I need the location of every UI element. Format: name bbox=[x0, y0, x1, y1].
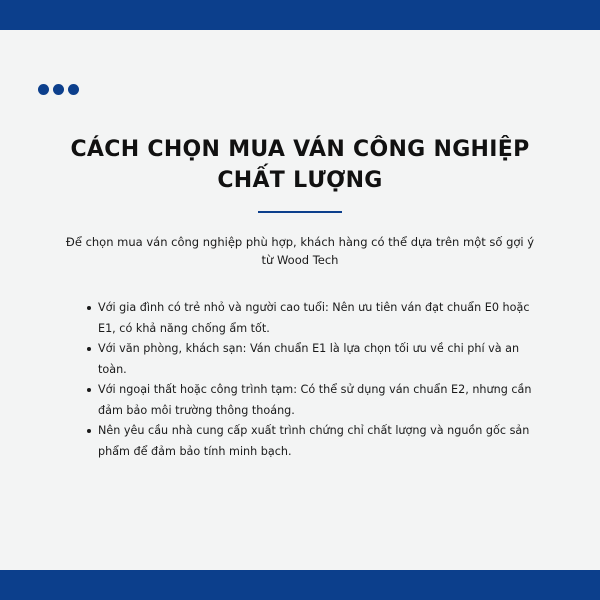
bullet-icon bbox=[87, 347, 91, 351]
dot-icon bbox=[53, 84, 64, 95]
intro-text: Để chọn mua ván công nghiệp phù hợp, khách hàng có thể dựa trên một số gợi ý từ Wood Tech bbox=[65, 235, 535, 267]
title-line-2: CHẤT LƯỢNG bbox=[217, 168, 383, 193]
tip-text: Nên yêu cầu nhà cung cấp xuất trình chứng chỉ chất lượng và nguồn gốc sản phẩm để đảm bảo tính minh bạch. bbox=[98, 424, 530, 458]
tips-list bbox=[84, 298, 538, 462]
dot-icon bbox=[38, 84, 49, 95]
list-item bbox=[98, 421, 538, 462]
title-divider bbox=[258, 211, 342, 213]
decorative-dots bbox=[38, 84, 79, 95]
list-item bbox=[98, 298, 538, 339]
tip-text: Với văn phòng, khách sạn: Ván chuẩn E1 là lựa chọn tối ưu về chi phí và an toàn. bbox=[98, 342, 520, 376]
bullet-icon bbox=[87, 429, 91, 433]
dot-icon bbox=[68, 84, 79, 95]
tip-text: Với ngoại thất hoặc công trình tạm: Có thể sử dụng ván chuẩn E2, nhưng cần đảm bảo môi trường thông thoáng. bbox=[98, 383, 532, 417]
tip-text: Với gia đình có trẻ nhỏ và người cao tuổi: Nên ưu tiên ván đạt chuẩn E0 hoặc E1, có khả năng chống ẩm tốt. bbox=[98, 301, 530, 335]
top-banner-band bbox=[0, 0, 600, 30]
title-line-1: CÁCH CHỌN MUA VÁN CÔNG NGHIỆP bbox=[70, 137, 530, 162]
list-item bbox=[98, 339, 538, 380]
bullet-icon bbox=[87, 306, 91, 310]
bullet-icon bbox=[87, 388, 91, 392]
page-title bbox=[40, 134, 560, 196]
list-item bbox=[98, 380, 538, 421]
bottom-banner-band bbox=[0, 570, 600, 600]
